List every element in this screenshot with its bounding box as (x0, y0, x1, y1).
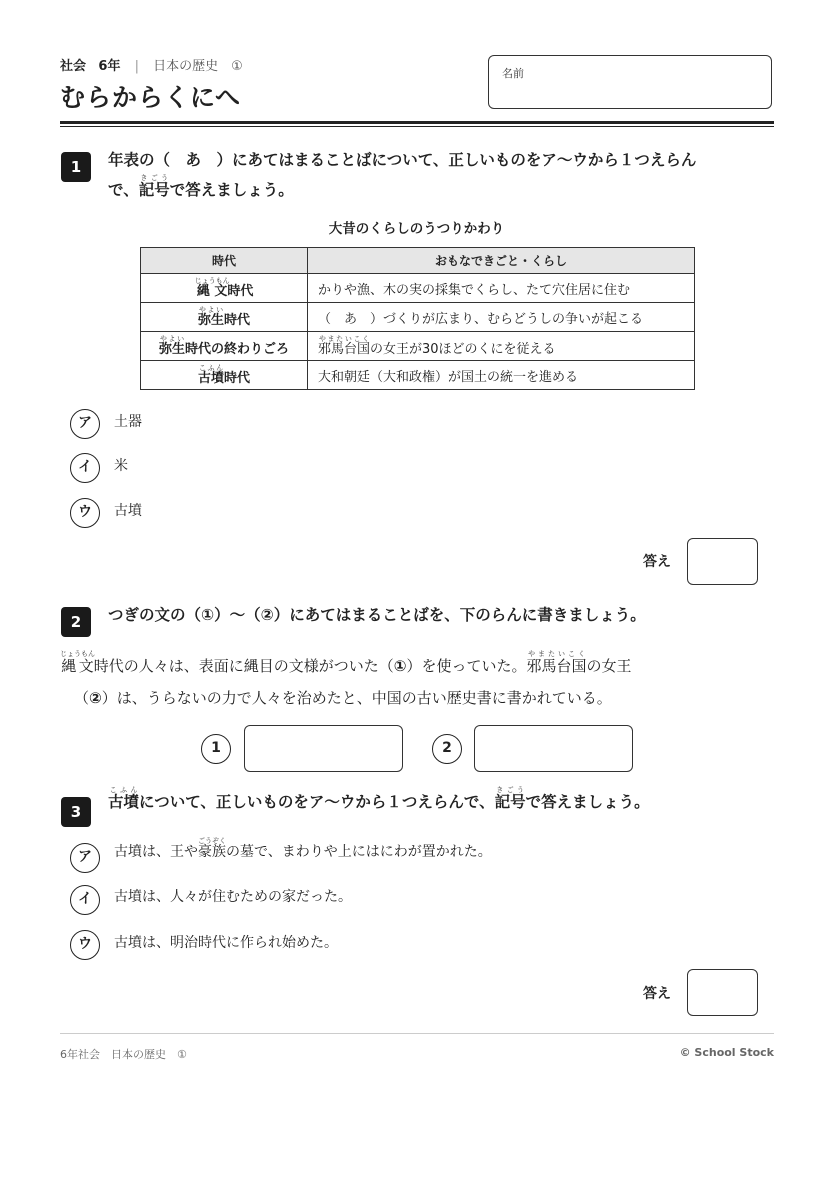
option-a-text: 土器 (114, 414, 142, 430)
unit-name: 日本の歴史 ① (153, 59, 243, 74)
page-title: むらからくにへ (60, 83, 242, 112)
question-1-line1: 年表の（ あ ）にあてはまることばについて、正しいものをア〜ウから１つえらん (108, 151, 697, 169)
footer-left: 6年社会 日本の歴史 ① (60, 1048, 187, 1061)
table-row (141, 303, 695, 332)
subject-line (60, 55, 243, 74)
event-cell: 邪馬台国やまたいこくの女王が30ほどのくにを従える (308, 332, 695, 361)
era-cell: 弥生やよい時代 (141, 303, 308, 332)
q3-option-c-mark[interactable]: ウ (70, 930, 100, 960)
divider: | (134, 59, 139, 74)
option-a-mark[interactable]: ア (70, 409, 100, 439)
answer-2-label: 2 (432, 734, 462, 764)
q3-option-a-text: 古墳は、王や豪族ごうぞくの墓で、まわりや上にはにわが置かれた。 (114, 837, 492, 860)
q3-option-b-text: 古墳は、人々が住むための家だった。 (114, 889, 352, 905)
passage-line2: （②）は、うらないの力で人々を治めたと、中国の古い歴史書に書かれている。 (74, 689, 612, 707)
era-cell: 弥生やよい時代の終わりごろ (141, 332, 308, 361)
q3-option-a-mark[interactable]: ア (70, 843, 100, 873)
table-header-row (141, 248, 695, 274)
option-b-mark[interactable]: イ (70, 453, 100, 483)
subject: 社会 (60, 59, 87, 74)
header-rule-thin (60, 126, 774, 127)
answer-box-1[interactable] (687, 538, 758, 585)
answer-label-3: 答え (643, 986, 671, 1002)
header-rule (60, 121, 774, 124)
question-2-passage (60, 650, 780, 714)
era-cell: 縄文じょうもん時代 (141, 274, 308, 303)
q3-option-c-text: 古墳は、明治時代に作られ始めた。 (114, 935, 338, 951)
question-number-2: 2 (61, 607, 91, 637)
footer-divider (60, 1033, 774, 1034)
question-2-text: つぎの文の（①）〜（②）にあてはまることばを、下のらんに書きましょう。 (108, 606, 646, 624)
blank-2: ② (89, 689, 102, 707)
table-row (141, 274, 695, 303)
passage-line1: 縄文じょうもん時代の人々は、表面に縄目の文様がついた（①）を使っていた。邪馬台国やまたいこくの女王 (60, 650, 632, 675)
question-number-1: 1 (61, 152, 91, 182)
question-number-3: 3 (61, 797, 91, 827)
event-cell: （ あ ）づくりが広まり、むらどうしの争いが起こる (308, 303, 695, 332)
name-field[interactable] (488, 55, 772, 109)
question-1-line2: で、記号きごうで答えましょう。 (108, 174, 294, 199)
name-label: 名前 (502, 67, 524, 80)
history-table (140, 247, 695, 390)
event-cell: かりや漁、木の実の採集でくらし、たて穴住居に住む (308, 274, 695, 303)
col-era-header: 時代 (141, 248, 308, 274)
blank-1: ① (393, 657, 407, 675)
question-3-text: 古墳こふんについて、正しいものをア〜ウから１つえらんで、記号きごうで答えましょう。 (108, 786, 650, 811)
q3-option-b-mark[interactable]: イ (70, 885, 100, 915)
question-1-text (108, 147, 788, 204)
col-events-header: おもなできごと・くらし (308, 248, 695, 274)
footer-copyright: © School Stock (679, 1046, 774, 1059)
option-b-text: 米 (114, 458, 128, 474)
answer-box-2-1[interactable] (244, 725, 403, 772)
answer-box-2-2[interactable] (474, 725, 633, 772)
option-c-mark[interactable]: ウ (70, 498, 100, 528)
answer-box-3[interactable] (687, 969, 758, 1016)
event-cell: 大和朝廷（大和政権）が国土の統一を進める (308, 361, 695, 390)
table-title: 大昔のくらしのうつりかわり (328, 221, 505, 237)
answer-1-label: 1 (201, 734, 231, 764)
option-c-text: 古墳 (114, 503, 142, 519)
era-cell: 古墳こふん時代 (141, 361, 308, 390)
table-row (141, 361, 695, 390)
table-row (141, 332, 695, 361)
grade: 6年 (98, 59, 121, 74)
answer-label-1: 答え (643, 554, 671, 570)
